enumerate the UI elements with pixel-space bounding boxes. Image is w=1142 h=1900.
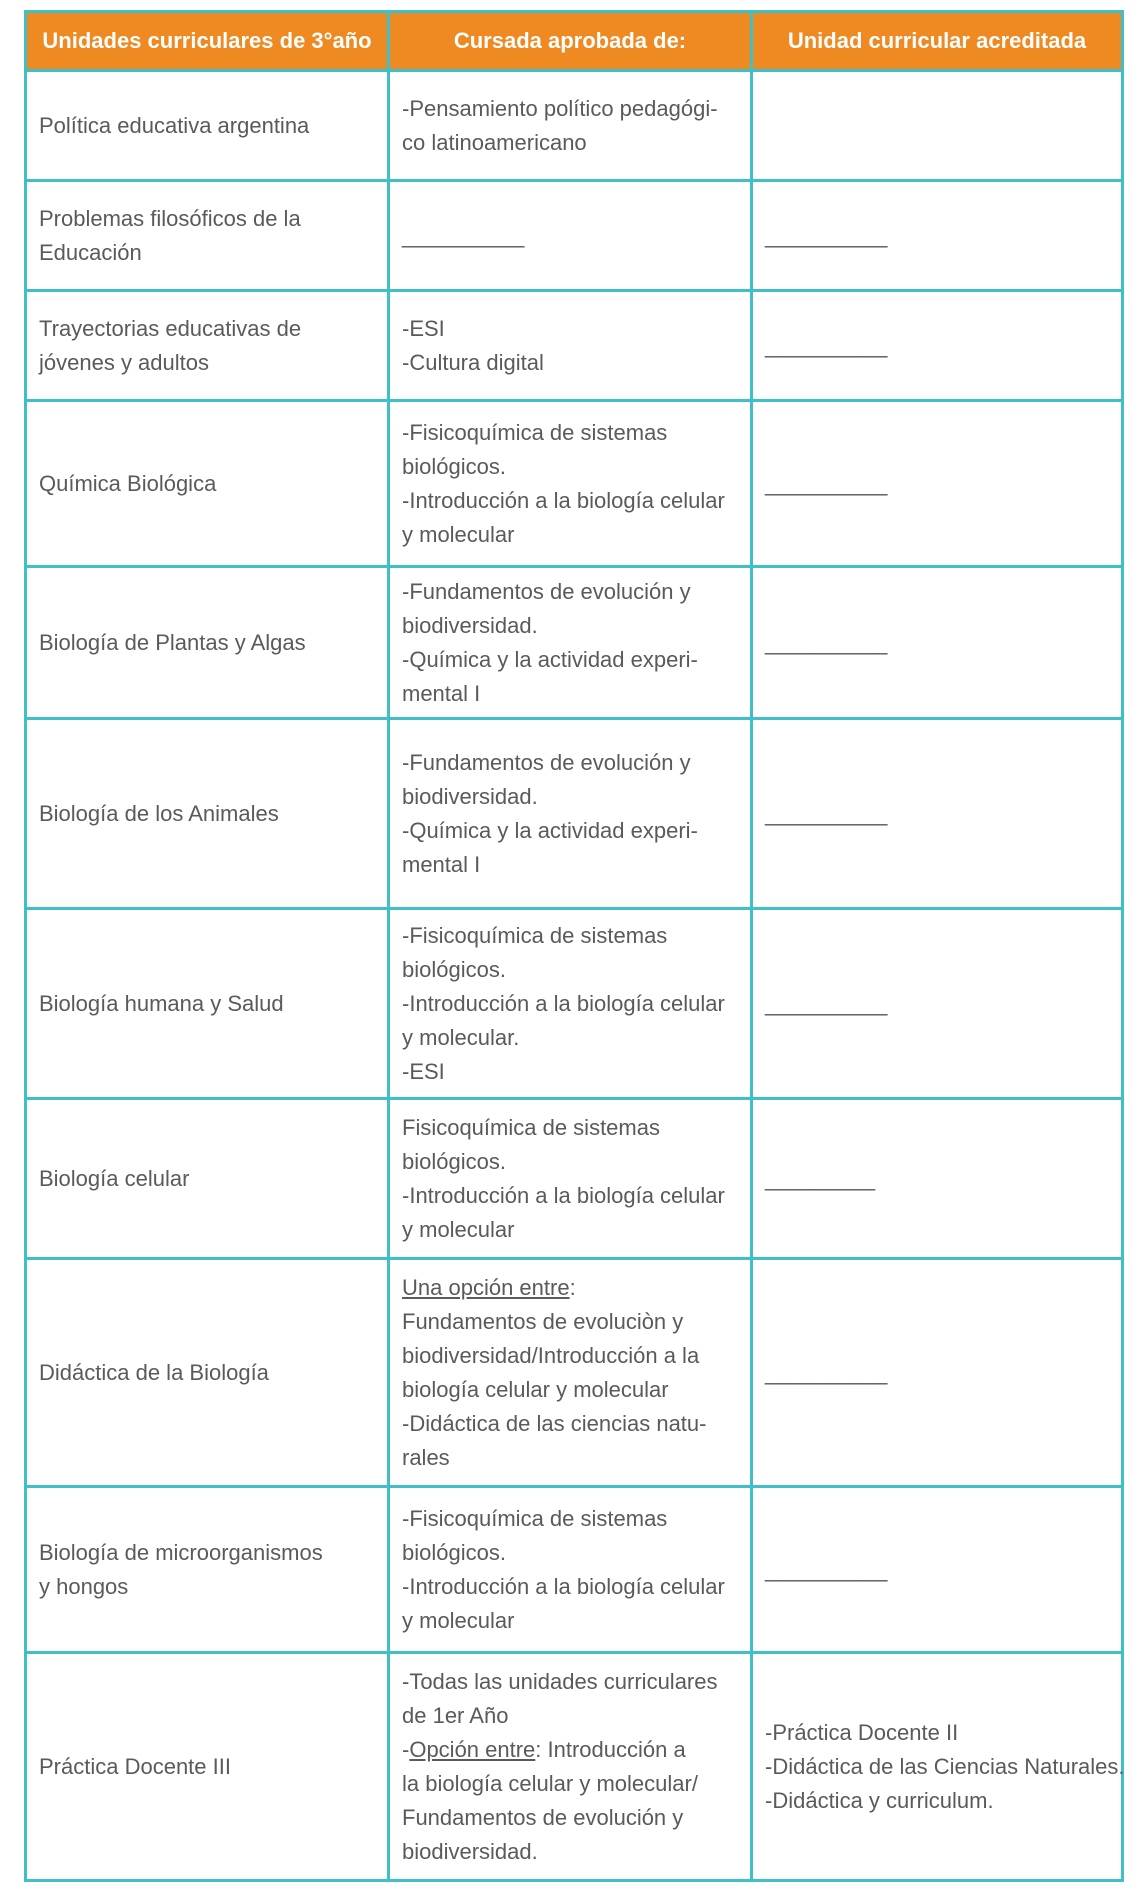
cell-acreditada [752,291,1123,401]
cell-line: __________ [765,800,888,826]
cell-line: y molecular [402,1607,515,1633]
cell-line: Biología celular [39,1165,190,1191]
cell-unit [26,567,389,719]
table-row [26,719,1123,909]
cell-line: -ESI [402,1058,445,1084]
cell-line: __________ [765,990,888,1016]
cell-line: y molecular [402,521,515,547]
cell-acreditada [752,719,1123,909]
cell-line: Trayectorias educativas de [39,315,302,341]
cell-line: de 1er Año [402,1702,509,1728]
cell-acreditada [752,181,1123,291]
cell-line: -Cultura digital [402,349,544,375]
cell-line: biológicos. [402,1148,506,1174]
line-suffix: : [569,1274,576,1300]
cell-line: Biología de microorganismos [39,1539,323,1565]
cell-line: biológicos. [402,1539,506,1565]
cell-cursada [389,401,752,567]
cell-line [402,1271,738,1305]
cell-line: la biología celular y molecular/ [402,1770,698,1796]
cell-unit [26,1487,389,1653]
cell-acreditada [752,1653,1123,1881]
cell-line: biodiversidad/Introducción a la [402,1342,700,1368]
cell-cursada [389,1487,752,1653]
cell-cursada [389,1653,752,1881]
cell-line: Problemas filosóficos de la [39,205,301,231]
table-row [26,291,1123,401]
cell-line: __________ [765,1556,888,1582]
cell-line: biodiversidad. [402,1838,538,1864]
cell-acreditada [752,1099,1123,1259]
cell-line: Fundamentos de evoluciòn y [402,1308,684,1334]
cell-line: Didáctica de la Biología [39,1359,269,1385]
cell-line: __________ [402,222,525,248]
cell-line: y molecular [402,1216,515,1242]
table-row [26,909,1123,1099]
table-row [26,1487,1123,1653]
cell-acreditada [752,401,1123,567]
cell-line: __________ [765,470,888,496]
cell-line: __________ [765,629,888,655]
cell-unit [26,909,389,1099]
cell-line: -Introducción a la biología celular [402,487,725,513]
cell-line: __________ [765,1359,888,1385]
cell-line: Educación [39,239,142,265]
cell-acreditada [752,567,1123,719]
cell-line: rales [402,1444,450,1470]
header-cursada: Cursada aprobada de: [389,12,752,71]
cell-acreditada [752,909,1123,1099]
cell-line: -Fisicoquímica de sistemas [402,922,668,948]
cell-cursada [389,291,752,401]
cell-line: -Práctica Docente II [765,1719,959,1745]
underlined-option-label: Opción entre [409,1736,536,1762]
line-suffix: : Introducción a [535,1736,686,1762]
cell-line: Fundamentos de evolución y [402,1804,684,1830]
cell-line: -Introducción a la biología celular [402,990,725,1016]
cell-cursada [389,567,752,719]
cell-line: Biología de Plantas y Algas [39,629,306,655]
header-unidades: Unidades curriculares de 3°año [26,12,389,71]
cell-line: __________ [765,332,888,358]
cell-line: y molecular. [402,1024,520,1050]
cell-acreditada [752,1487,1123,1653]
line-prefix: - [402,1736,410,1762]
cell-line: biología celular y molecular [402,1376,669,1402]
cell-line: -Fundamentos de evolución y [402,578,691,604]
table-row [26,1099,1123,1259]
cell-line: biológicos. [402,453,506,479]
cell-line: mental I [402,851,481,877]
cell-line: y hongos [39,1573,129,1599]
table-row [26,71,1123,181]
cell-line: -Didáctica de las Ciencias Naturales. [765,1753,1125,1779]
cell-unit [26,291,389,401]
cell-line: -Fundamentos de evolución y [402,749,691,775]
underlined-option-label: Una opción entre [402,1274,570,1300]
cell-line: -Introducción a la biología celular [402,1182,725,1208]
cell-cursada [389,181,752,291]
cell-line: mental I [402,680,481,706]
cell-line: -Pensamiento político pedagógi- [402,95,718,121]
cell-line: Fisicoquímica de sistemas [402,1114,660,1140]
cell-unit [26,1653,389,1881]
cell-line: biodiversidad. [402,612,538,638]
cell-line: -Introducción a la biología celular [402,1573,725,1599]
table-row [26,1259,1123,1487]
cell-line: Biología de los Animales [39,800,279,826]
cell-cursada [389,1099,752,1259]
table-row [26,401,1123,567]
cell-line: Política educativa argentina [39,112,310,138]
cell-line: -Todas las unidades curriculares [402,1668,718,1694]
cell-line: -Didáctica de las ciencias natu- [402,1410,707,1436]
table-row [26,1653,1123,1881]
table-header-row [26,12,1123,71]
cell-line: jóvenes y adultos [39,349,209,375]
cell-line: co latinoamericano [402,129,587,155]
cell-line: Práctica Docente III [39,1753,231,1779]
cell-line: -Química y la actividad experi- [402,817,698,843]
cell-unit [26,1259,389,1487]
cell-line: -Fisicoquímica de sistemas [402,1505,668,1531]
curricular-table [24,10,1124,1882]
cell-unit [26,71,389,181]
cell-line: -Química y la actividad experi- [402,646,698,672]
cell-acreditada [752,71,1123,181]
cell-unit [26,1099,389,1259]
cell-line: _________ [765,1165,876,1191]
cell-cursada [389,719,752,909]
cell-unit [26,719,389,909]
cell-unit [26,181,389,291]
cell-cursada [389,71,752,181]
cell-cursada [389,1259,752,1487]
table-row [26,181,1123,291]
cell-unit [26,401,389,567]
header-acreditada: Unidad curricular acreditada [752,12,1123,71]
cell-cursada [389,909,752,1099]
cell-line: Química Biológica [39,470,217,496]
cell-acreditada [752,1259,1123,1487]
cell-line: biodiversidad. [402,783,538,809]
cell-line: Biología humana y Salud [39,990,284,1016]
cell-line: biológicos. [402,956,506,982]
cell-line: __________ [765,222,888,248]
curricular-table-wrapper [24,10,1125,1882]
table-row [26,567,1123,719]
cell-line: -ESI [402,315,445,341]
cell-line: -Fisicoquímica de sistemas [402,419,668,445]
cell-line: -Didáctica y curriculum. [765,1787,994,1813]
cell-line [402,1733,738,1767]
